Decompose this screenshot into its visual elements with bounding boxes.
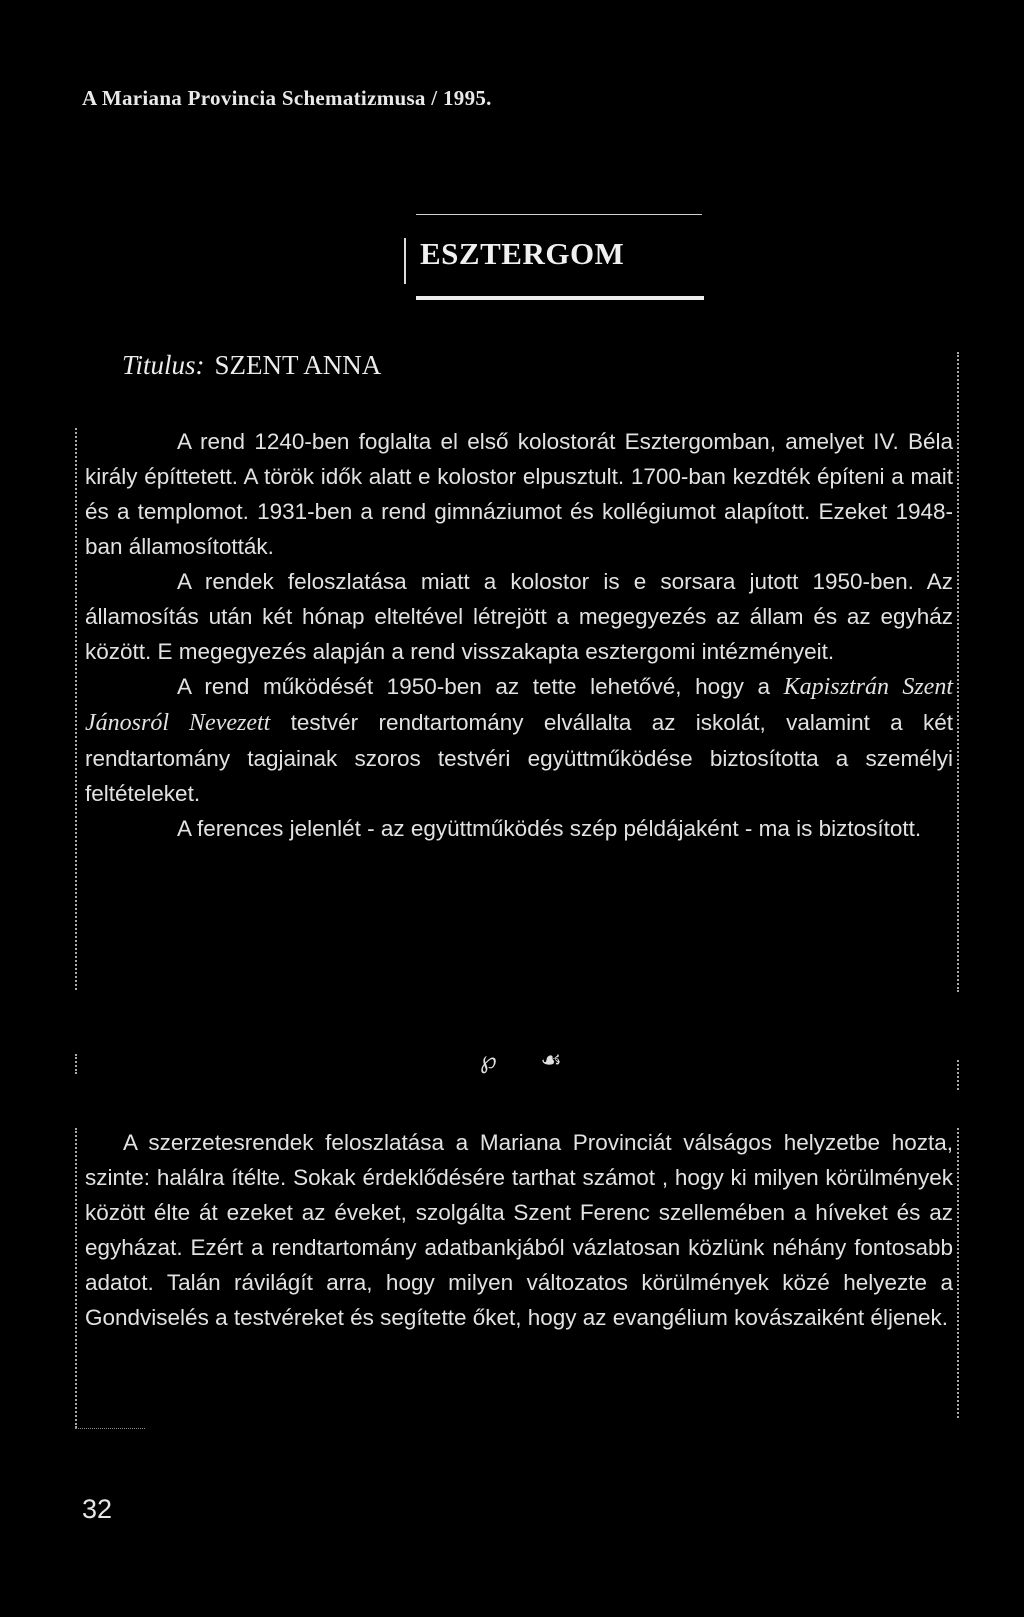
titulus-line	[122, 350, 381, 381]
margin-mark-left	[75, 428, 77, 990]
paragraph: A rendek feloszlatása miatt a kolostor is e sorsara jutott 1950-ben. Az államosítás után két hónap elteltével létrejött a megegyezés az állam és az egyház között. E megegyezés alapján a rend visszakapta esztergomi intézményeit.	[85, 569, 953, 664]
province-name-italic: Kapisztrán Szent Jánosról Nevezett	[85, 674, 953, 736]
paragraph-text: A rend működését 1950-ben az tette lehetővé, hogy a	[177, 674, 770, 699]
introduction-text	[85, 1125, 953, 1335]
ornament-divider: ℘ ☙	[480, 1046, 580, 1074]
section-title: ESZTERGOM	[420, 236, 625, 271]
margin-mark-right	[957, 1060, 959, 1090]
running-head: A Mariana Provincia Schematizmusa / 1995.	[82, 86, 492, 110]
heading-rule-bottom	[416, 296, 704, 300]
history-text	[85, 424, 953, 846]
titulus-label: Titulus:	[122, 350, 205, 380]
heading-rule-left	[404, 238, 406, 284]
titulus-value: SZENT ANNA	[214, 350, 382, 380]
section-heading-box	[404, 214, 704, 300]
margin-mark-left	[75, 1128, 77, 1428]
heading-rule-top	[416, 214, 702, 215]
paragraph-text: testvér rendtartomány elvállalta az iskolát, valamint a két rendtartomány tagjainak szoros testvéri együttműködése biztosította a személyi feltételeket.	[85, 710, 953, 806]
paragraph	[85, 669, 953, 811]
margin-mark-right	[957, 1128, 959, 1418]
margin-mark-right	[957, 352, 959, 992]
margin-mark-bottom	[75, 1428, 145, 1429]
paragraph: A rend 1240-ben foglalta el első kolostorát Esztergomban, amelyet IV. Béla király építtetett. A török idők alatt e kolostor elpusztult. 1700-ban kezdték építeni a mait és a templomot. 1931-ben a rend gimnáziumot és kollégiumot alapított. Ezeket 1948-ban államosították.	[85, 429, 953, 559]
paragraph: A szerzetesrendek feloszlatása a Mariana Provinciát válságos helyzetbe hozta, szinte: halálra ítélte. Sokak érdeklődésére tarthat számot , hogy ki milyen körülmények között élte át ezeket az éveket, szolgálta Szent Ferenc szellemében a híveket és az egyházat. Ezért a rendtartomány adatbankjából vázlatosan közlünk néhány fontosabb adatot. Talán rávilágít arra, hogy milyen változatos körülmények közé helyezte a Gondviselés a testvéreket és segítette őket, hogy az evangélium kovászaiként éljenek.	[85, 1130, 953, 1330]
page-number: 32	[82, 1494, 113, 1524]
paragraph: A ferences jelenlét - az együttműködés szép példájaként - ma is biztosított.	[177, 816, 922, 841]
margin-mark-left	[75, 1054, 77, 1074]
